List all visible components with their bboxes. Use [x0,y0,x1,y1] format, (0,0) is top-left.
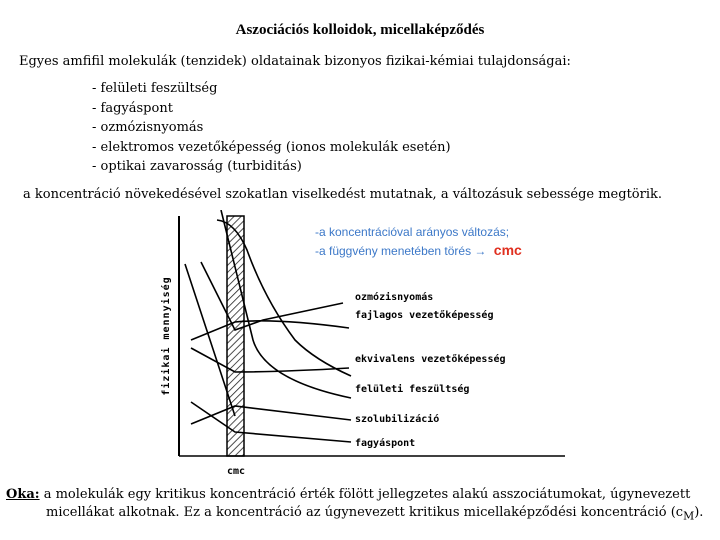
cause-label: Oka: [6,487,40,502]
list-item: - elektromos vezetőképesség (ionos molekulák esetén) [92,139,451,155]
legend-cmc-highlight: cmc [493,242,522,258]
cmc-figure [155,210,575,482]
curve-ekvivalens-vezetokepesseg [191,348,349,372]
page-title: Aszociációs kolloidok, micellaképződés [235,22,485,38]
cause-paragraph [6,486,711,526]
curve-label-ekvivalens: ekvivalens vezetőképesség [355,354,506,365]
property-list [92,79,451,177]
curve-label-fagyaspont: fagyáspont [355,438,416,449]
curve-label-fajlagos: fajlagos vezetőképesség [355,310,494,321]
list-item: - optikai zavarosság (turbiditás) [92,159,302,174]
list-item: - felületi feszültség [92,81,218,96]
list-item: - ozmózisnyomás [92,120,204,135]
x-axis-label: cmc [227,466,246,477]
cause-line-2: micellákat alkotnak. Ez a koncentráció az úgynevezett kritikus micellaképződési koncentráció (c [46,505,684,520]
curve-szolubilizacio [191,406,351,424]
cause-line-2-wrap [6,504,711,526]
cause-line-1: a molekulák egy kritikus koncentráció érték fölött jellegzetes alakú asszociátumokat, úgynevezett [39,487,691,502]
intro-text: Egyes amfifil molekulák (tenzidek) oldatainak bizonyos fizikai-kémiai tulajdonságai: [19,54,571,69]
cause-line-2-end: ). [694,505,704,520]
curve-fajlagos-vezetokepesseg [191,321,349,340]
curve-label-szolubilizacio: szolubilizáció [355,414,440,425]
legend-line-2-text: -a függvény menetében törés → [315,244,487,258]
y-axis-label: fizikai mennyiség [161,276,172,396]
legend-line-1: -a koncentrációval arányos változás; [315,225,510,239]
cmc-subscript: M [683,509,695,523]
curve-fagyaspont [191,402,351,442]
legend-line-2 [315,242,522,258]
cmc-band [227,216,244,456]
list-item: - fagyáspont [92,100,173,116]
curve-ozmozisnyomas [201,262,343,330]
curve-label-ozmozisnyomas: ozmózisnyomás [355,292,434,303]
result-text: a koncentráció növekedésével szokatlan viselkedést mutatnak, a változásuk sebessége megtörik. [23,187,662,202]
curve-label-feluleti: felületi feszültség [355,384,470,395]
